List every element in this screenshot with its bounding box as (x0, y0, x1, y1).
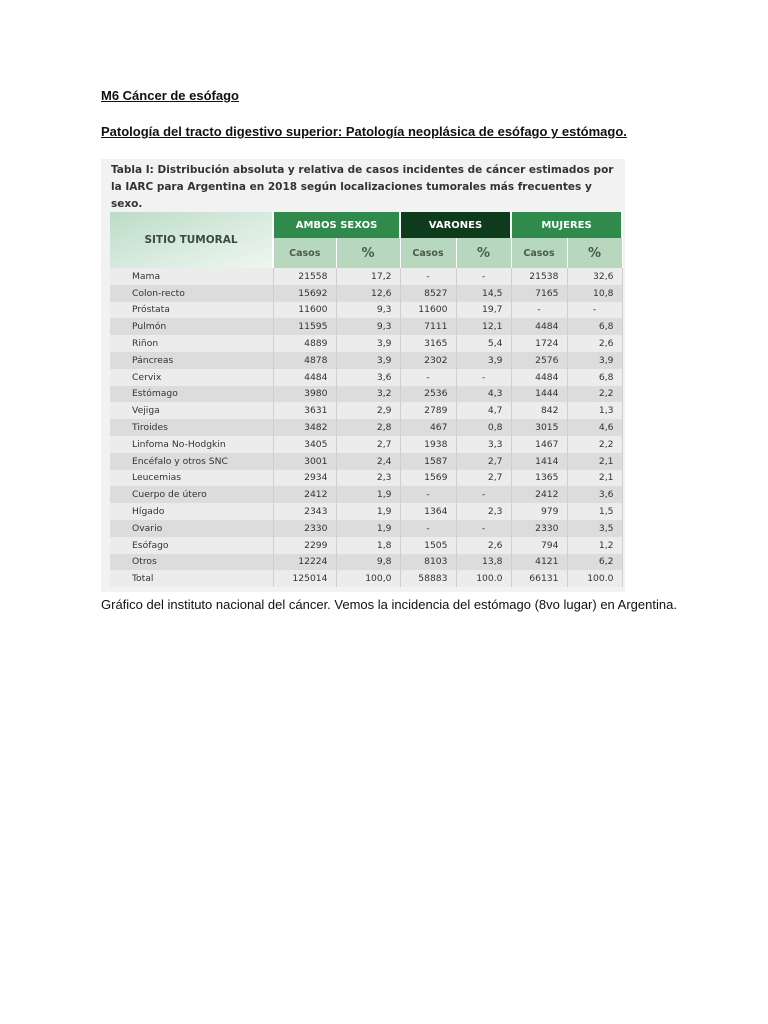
table-cell: 4484 (511, 318, 567, 335)
table-cell: 2343 (273, 503, 336, 520)
tumor-site-cell: Linfoma No-Hodgkin (110, 436, 273, 453)
table-row (110, 352, 622, 369)
table-caption (101, 159, 625, 211)
table-cell: 11600 (273, 302, 336, 319)
table-row (110, 402, 622, 419)
table-cell: 3,9 (336, 352, 400, 369)
table-cell: 1,3 (567, 402, 622, 419)
subheader-percent: % (336, 238, 400, 268)
table-cell: 8527 (400, 285, 456, 302)
table-cell: 3,9 (567, 352, 622, 369)
tumor-site-cell: Leucemias (110, 470, 273, 487)
table-body (110, 268, 622, 587)
tumor-site-cell: Mama (110, 268, 273, 285)
table-cell: 4889 (273, 335, 336, 352)
table-cell: 1,9 (336, 503, 400, 520)
table-cell: 1365 (511, 470, 567, 487)
tumor-site-cell: Estómago (110, 386, 273, 403)
tumor-site-cell: Vejiga (110, 402, 273, 419)
row-header-sitio-tumoral: SITIO TUMORAL (110, 212, 273, 268)
table-row (110, 318, 622, 335)
table-cell: 2,6 (456, 537, 511, 554)
tumor-site-cell: Ovario (110, 520, 273, 537)
table-cell: 1587 (400, 453, 456, 470)
table-cell: 13,8 (456, 554, 511, 571)
table-cell: 6,8 (567, 318, 622, 335)
table-cell: 1938 (400, 436, 456, 453)
table-cell: 3,6 (567, 486, 622, 503)
table-cell: 12,1 (456, 318, 511, 335)
table-row (110, 436, 622, 453)
table-figure (101, 159, 625, 592)
table-cell: 2330 (511, 520, 567, 537)
table-cell: 7111 (400, 318, 456, 335)
table-cell: - (400, 486, 456, 503)
table-cell: 2412 (273, 486, 336, 503)
table-cell: - (400, 369, 456, 386)
tumor-site-cell: Próstata (110, 302, 273, 319)
table-cell: 2,9 (336, 402, 400, 419)
table-cell: 11600 (400, 302, 456, 319)
tumor-site-cell: Tiroides (110, 419, 273, 436)
table-cell: 4878 (273, 352, 336, 369)
table-cell: 10,8 (567, 285, 622, 302)
table-row (110, 285, 622, 302)
table-cell: 11595 (273, 318, 336, 335)
tumor-site-cell: Encéfalo y otros SNC (110, 453, 273, 470)
figure-description: Gráfico del instituto nacional del cáncer. Vemos la incidencia del estómago (8vo lugar) en Argentina. (101, 597, 677, 612)
table-row (110, 453, 622, 470)
table-cell: 2,2 (567, 386, 622, 403)
table-cell: 4484 (511, 369, 567, 386)
table-cell: - (456, 268, 511, 285)
table-cell: 58883 (400, 570, 456, 587)
subheader-percent: % (456, 238, 511, 268)
table-cell: 19,7 (456, 302, 511, 319)
table-cell: 4484 (273, 369, 336, 386)
table-cell: 1505 (400, 537, 456, 554)
table-cell: - (400, 268, 456, 285)
table-cell: - (511, 302, 567, 319)
table-cell: 1,8 (336, 537, 400, 554)
table-cell: 3015 (511, 419, 567, 436)
table-cell: 2,3 (456, 503, 511, 520)
table-cell: 2536 (400, 386, 456, 403)
table-cell: 3482 (273, 419, 336, 436)
table-row (110, 570, 622, 587)
table-cell: 8103 (400, 554, 456, 571)
cancer-incidence-table (110, 212, 623, 587)
table-cell: 3001 (273, 453, 336, 470)
table-row (110, 554, 622, 571)
table-cell: 7165 (511, 285, 567, 302)
table-row (110, 486, 622, 503)
table-cell: 3,3 (456, 436, 511, 453)
table-cell: 21558 (273, 268, 336, 285)
table-cell: 3631 (273, 402, 336, 419)
tumor-site-cell: Cuerpo de útero (110, 486, 273, 503)
table-cell: 6,2 (567, 554, 622, 571)
table-cell: 1467 (511, 436, 567, 453)
table-cell: 100.0 (567, 570, 622, 587)
table-cell: 3405 (273, 436, 336, 453)
table-cell: 100.0 (456, 570, 511, 587)
table-cell: 2,7 (336, 436, 400, 453)
tumor-site-cell: Hígado (110, 503, 273, 520)
table-row (110, 520, 622, 537)
table-cell: 3165 (400, 335, 456, 352)
table-cell: 1414 (511, 453, 567, 470)
table-cell: 3980 (273, 386, 336, 403)
table-row (110, 503, 622, 520)
table-cell: 2,4 (336, 453, 400, 470)
table-cell: 0,8 (456, 419, 511, 436)
table-cell: 4,3 (456, 386, 511, 403)
tumor-site-cell: Riñon (110, 335, 273, 352)
table-cell: 2,2 (567, 436, 622, 453)
table-cell: 2,3 (336, 470, 400, 487)
tumor-site-cell: Otros (110, 554, 273, 571)
table-cell: 3,2 (336, 386, 400, 403)
document-subtitle: Patología del tracto digestivo superior: Patología neoplásica de esófago y estómago. (101, 124, 627, 139)
table-cell: - (456, 486, 511, 503)
tumor-site-cell: Total (110, 570, 273, 587)
table-cell: 2789 (400, 402, 456, 419)
table-cell: - (456, 520, 511, 537)
table-cell: 2934 (273, 470, 336, 487)
group-header-mujeres: MUJERES (511, 212, 622, 238)
table-cell: 6,8 (567, 369, 622, 386)
table-cell: 14,5 (456, 285, 511, 302)
table-row (110, 470, 622, 487)
table-row (110, 386, 622, 403)
table-row (110, 335, 622, 352)
group-header-ambos-sexos: AMBOS SEXOS (273, 212, 400, 238)
table-cell: - (567, 302, 622, 319)
table-cell: 842 (511, 402, 567, 419)
table-cell: 9,3 (336, 302, 400, 319)
table-cell: 1724 (511, 335, 567, 352)
table-cell: 100,0 (336, 570, 400, 587)
table-caption-text: Distribución absoluta y relativa de casos incidentes de cáncer estimados por la IARC para Argentina en 2018 según localizaciones tumorales más frecuentes y sexo. (111, 164, 614, 210)
table-cell: 2302 (400, 352, 456, 369)
table-cell: 12224 (273, 554, 336, 571)
table-cell: 2576 (511, 352, 567, 369)
table-cell: 467 (400, 419, 456, 436)
table-cell: 1,2 (567, 537, 622, 554)
table-cell: 2,6 (567, 335, 622, 352)
tumor-site-cell: Colon-recto (110, 285, 273, 302)
table-cell: 21538 (511, 268, 567, 285)
table-cell: 2,7 (456, 470, 511, 487)
table-cell: 66131 (511, 570, 567, 587)
table-cell: 32,6 (567, 268, 622, 285)
table-cell: 2,1 (567, 453, 622, 470)
table-cell: 1,5 (567, 503, 622, 520)
table-cell: 3,9 (336, 335, 400, 352)
table-cell: 979 (511, 503, 567, 520)
table-row (110, 369, 622, 386)
table-cell: 15692 (273, 285, 336, 302)
table-cell: 2,8 (336, 419, 400, 436)
table-row (110, 302, 622, 319)
tumor-site-cell: Cervix (110, 369, 273, 386)
subheader-percent: % (567, 238, 622, 268)
table-cell: 1364 (400, 503, 456, 520)
table-cell: 2,1 (567, 470, 622, 487)
table-cell: 17,2 (336, 268, 400, 285)
table-cell: 3,6 (336, 369, 400, 386)
tumor-site-cell: Esófago (110, 537, 273, 554)
table-row (110, 537, 622, 554)
table-cell: 125014 (273, 570, 336, 587)
table-row (110, 268, 622, 285)
table-cell: 3,9 (456, 352, 511, 369)
table-cell: 1,9 (336, 486, 400, 503)
table-cell: 1,9 (336, 520, 400, 537)
subheader-casos: Casos (400, 238, 456, 268)
document-title: M6 Cáncer de esófago (101, 88, 239, 103)
table-row (110, 419, 622, 436)
tumor-site-cell: Pulmón (110, 318, 273, 335)
table-cell: 4,6 (567, 419, 622, 436)
table-cell: 12,6 (336, 285, 400, 302)
table-cell: 9,8 (336, 554, 400, 571)
table-cell: 4,7 (456, 402, 511, 419)
table-caption-label: Tabla I: (111, 164, 154, 176)
table-cell: 2330 (273, 520, 336, 537)
subheader-casos: Casos (273, 238, 336, 268)
table-cell: - (456, 369, 511, 386)
table-cell: 1444 (511, 386, 567, 403)
table-cell: 2,7 (456, 453, 511, 470)
table-cell: - (400, 520, 456, 537)
table-cell: 9,3 (336, 318, 400, 335)
table-cell: 4121 (511, 554, 567, 571)
table-cell: 5,4 (456, 335, 511, 352)
group-header-varones: VARONES (400, 212, 511, 238)
table-cell: 794 (511, 537, 567, 554)
tumor-site-cell: Páncreas (110, 352, 273, 369)
table-cell: 1569 (400, 470, 456, 487)
subheader-casos: Casos (511, 238, 567, 268)
table-cell: 2299 (273, 537, 336, 554)
table-cell: 2412 (511, 486, 567, 503)
table-cell: 3,5 (567, 520, 622, 537)
